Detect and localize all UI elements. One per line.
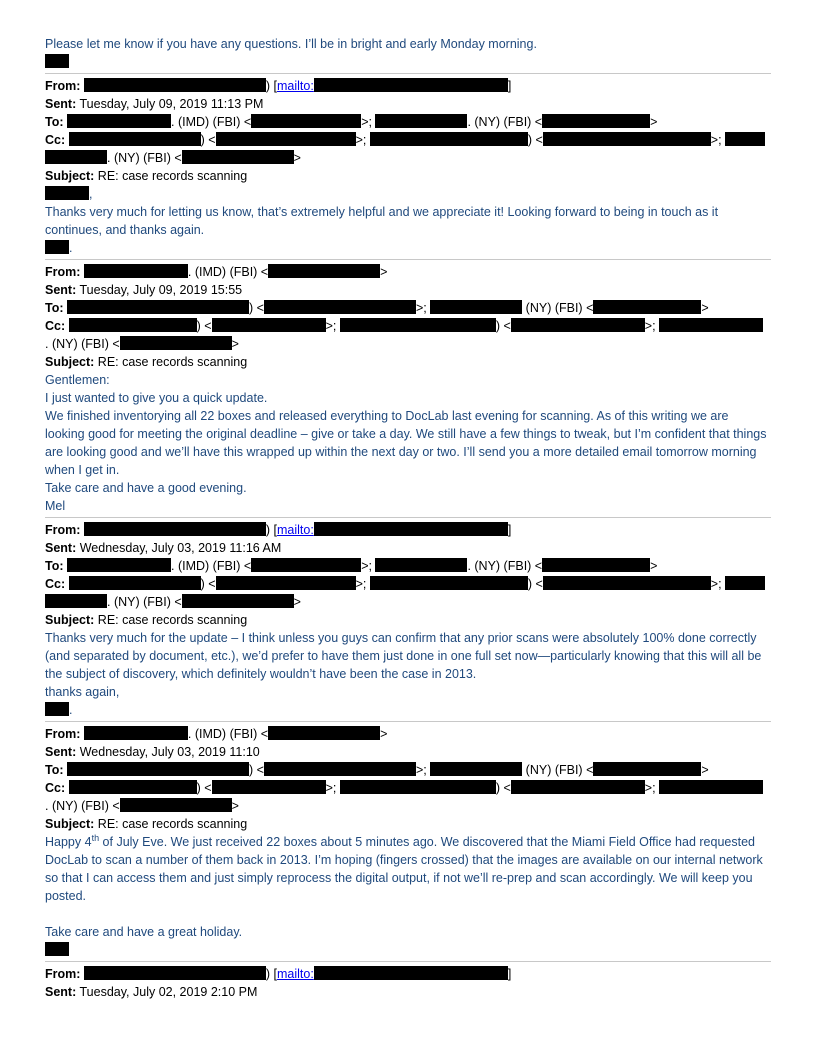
- redaction-block: [212, 318, 326, 332]
- header-text: ]: [507, 967, 512, 981]
- email-header: [45, 263, 771, 371]
- from-label: From:: [45, 523, 81, 537]
- to-label: To:: [45, 115, 64, 129]
- subject-label: Subject:: [45, 613, 95, 627]
- header-text: >;: [644, 781, 660, 795]
- redaction-block: [67, 300, 249, 314]
- greeting: ,: [45, 185, 771, 203]
- header-text: >;: [355, 577, 370, 591]
- signature: .: [45, 239, 771, 257]
- header-text: >;: [355, 133, 370, 147]
- paragraph: Take care and have a good evening.: [45, 481, 247, 495]
- sent-date: Tuesday, July 09, 2019 15:55: [79, 283, 243, 297]
- sent-label: Sent:: [45, 97, 77, 111]
- header-text: >;: [415, 763, 431, 777]
- signature: Mel: [45, 499, 66, 513]
- redaction-block: [212, 780, 326, 794]
- header-text: (NY) (FBI) <: [522, 301, 594, 315]
- header-text: >: [231, 337, 239, 351]
- message-body: [45, 371, 771, 515]
- email-header: [45, 77, 771, 185]
- header-text: ]: [507, 79, 512, 93]
- redaction-block: [182, 150, 294, 164]
- redaction-block: [659, 318, 763, 332]
- redaction-block: [69, 132, 201, 146]
- message-body: [45, 629, 771, 719]
- subject-text: RE: case records scanning: [97, 169, 248, 183]
- header-text: >;: [361, 559, 376, 573]
- redaction-block: [45, 186, 89, 200]
- redaction-block: [542, 558, 650, 572]
- redaction-block: [67, 558, 171, 572]
- redaction-block: [511, 318, 645, 332]
- header-text: . (IMD) (FBI) <: [187, 265, 269, 279]
- signature: .: [45, 701, 771, 719]
- from-label: From:: [45, 79, 81, 93]
- paragraph: Gentlemen:: [45, 373, 110, 387]
- redaction-block: [120, 336, 232, 350]
- redaction-block: [659, 780, 763, 794]
- redaction-block: [45, 150, 107, 164]
- divider: [45, 721, 771, 722]
- redaction-block: [84, 522, 266, 536]
- redaction-block: [511, 780, 645, 794]
- from-label: From:: [45, 727, 81, 741]
- header-text: ) <: [495, 781, 511, 795]
- redaction-block: [542, 114, 650, 128]
- paragraph: Happy 4th of July Eve. We just received 22 boxes about 5 minutes ago. We discovered that the Miami Field Office had requested DocLab to scan a number of them back in 2013. I’m hoping (fingers crossed) that the images are available on our internal network so that I can access them and just simply reprocess the digital output, if not we’ll re-prep and scan accordingly. We will keep you posted.: [45, 832, 763, 903]
- header-text: ]: [507, 523, 512, 537]
- header-text: ) <: [495, 319, 511, 333]
- header-text: ) [: [265, 79, 278, 93]
- sent-date: Wednesday, July 03, 2019 11:10: [79, 745, 260, 759]
- superscript: th: [91, 832, 100, 843]
- email-header: [45, 521, 771, 629]
- paragraph: Please let me know if you have any questions. I’ll be in bright and early Monday morning.: [45, 37, 537, 51]
- divider: [45, 259, 771, 260]
- redaction-block: [69, 576, 201, 590]
- message-body: [45, 833, 771, 959]
- cc-label: Cc:: [45, 577, 66, 591]
- header-text: >: [293, 151, 301, 165]
- paragraph: Take care and have a great holiday.: [45, 925, 243, 939]
- header-text: ) [: [265, 523, 278, 537]
- redaction-block: [251, 558, 361, 572]
- header-text: >: [650, 559, 658, 573]
- email-header: [45, 965, 771, 1001]
- redaction-block: [430, 762, 522, 776]
- mailto-link[interactable]: mailto:: [277, 79, 314, 93]
- redaction-block: [725, 132, 765, 146]
- signature: [45, 941, 771, 959]
- redaction-block: [340, 318, 496, 332]
- redaction-block: [182, 594, 294, 608]
- redaction-block: [67, 762, 249, 776]
- redaction-block: [120, 798, 232, 812]
- subject-text: RE: case records scanning: [97, 355, 248, 369]
- redaction-block: [216, 132, 356, 146]
- redaction-block: [45, 942, 69, 956]
- redaction-block: [314, 966, 508, 980]
- subject-label: Subject:: [45, 355, 95, 369]
- sent-date: Tuesday, July 09, 2019 11:13 PM: [79, 97, 264, 111]
- redaction-block: [340, 780, 496, 794]
- mailto-link[interactable]: mailto:: [277, 967, 314, 981]
- signature: [45, 53, 771, 71]
- header-text: >: [701, 301, 709, 315]
- subject-label: Subject:: [45, 169, 95, 183]
- header-text: . (IMD) (FBI) <: [171, 559, 252, 573]
- header-text: (NY) (FBI) <: [522, 763, 594, 777]
- header-text: . (NY) (FBI) <: [45, 799, 120, 813]
- header-text: . (IMD) (FBI) <: [171, 115, 252, 129]
- subject-text: RE: case records scanning: [97, 613, 248, 627]
- subject-text: RE: case records scanning: [97, 817, 248, 831]
- redaction-block: [69, 318, 197, 332]
- header-text: ) <: [249, 301, 264, 315]
- to-label: To:: [45, 763, 64, 777]
- sent-date: Tuesday, July 02, 2019 2:10 PM: [79, 985, 258, 999]
- cc-label: Cc:: [45, 781, 66, 795]
- header-text: >;: [710, 133, 726, 147]
- paragraph: We finished inventorying all 22 boxes and released everything to DocLab last evening for scanning. As of this writing we are looking good for meeting the original deadline – give or take a day. We still have a few things to tweak, but I’m confident that things are looking good and we’ll have this wrapped up within the next day or two. I’ll send you a more detailed email tomorrow morning when I get in.: [45, 409, 767, 477]
- redaction-block: [251, 114, 361, 128]
- header-text: >: [380, 265, 388, 279]
- header-text: . (NY) (FBI) <: [45, 337, 120, 351]
- sent-label: Sent:: [45, 283, 77, 297]
- message-body: [45, 185, 771, 257]
- paragraph: Thanks very much for letting us know, that’s extremely helpful and we appreciate it! Looking forward to being in touch as it continues, and thanks again.: [45, 205, 719, 237]
- header-text: >: [650, 115, 658, 129]
- redaction-block: [314, 78, 508, 92]
- divider: [45, 517, 771, 518]
- header-text: >;: [325, 781, 340, 795]
- redaction-block: [45, 240, 69, 254]
- from-label: From:: [45, 265, 81, 279]
- header-text: . (NY) (FBI) <: [467, 559, 543, 573]
- header-text: >;: [644, 319, 660, 333]
- email-header: [45, 725, 771, 833]
- header-text: . (NY) (FBI) <: [107, 595, 182, 609]
- redaction-block: [268, 264, 380, 278]
- header-text: . (NY) (FBI) <: [107, 151, 182, 165]
- redaction-block: [375, 114, 467, 128]
- header-text: >: [231, 799, 239, 813]
- redaction-block: [375, 558, 467, 572]
- redaction-block: [370, 576, 528, 590]
- header-text: >: [293, 595, 301, 609]
- divider: [45, 73, 771, 74]
- redaction-block: [543, 132, 711, 146]
- header-text: ) <: [200, 577, 216, 591]
- redaction-block: [45, 702, 69, 716]
- subject-label: Subject:: [45, 817, 95, 831]
- sent-label: Sent:: [45, 541, 77, 555]
- header-text: . (IMD) (FBI) <: [187, 727, 269, 741]
- redaction-block: [264, 300, 416, 314]
- redaction-block: [264, 762, 416, 776]
- paragraph: Thanks very much for the update – I think unless you guys can confirm that any prior scans were absolutely 100% done correctly (and separated by document, etc.), we’d prefer to have them just done in one full set now—particularly knowing that this will all be the subject of discovery, which definitely wouldn’t have been the case in 2013.: [45, 631, 762, 681]
- paragraph: I just wanted to give you a quick update.: [45, 391, 268, 405]
- paragraph: thanks again,: [45, 685, 120, 699]
- header-text: >;: [710, 577, 726, 591]
- sent-date: Wednesday, July 03, 2019 11:16 AM: [79, 541, 282, 555]
- redaction-block: [370, 132, 528, 146]
- redaction-block: [84, 966, 266, 980]
- redaction-block: [84, 726, 188, 740]
- spacer: [45, 905, 771, 923]
- sent-label: Sent:: [45, 745, 77, 759]
- header-text: ) <: [196, 781, 212, 795]
- mailto-link[interactable]: mailto:: [277, 523, 314, 537]
- header-text: >: [380, 727, 388, 741]
- header-text: ) <: [200, 133, 216, 147]
- redaction-block: [216, 576, 356, 590]
- redaction-block: [45, 54, 69, 68]
- redaction-block: [69, 780, 197, 794]
- header-text: >: [701, 763, 709, 777]
- redaction-block: [84, 264, 188, 278]
- redaction-block: [84, 78, 266, 92]
- header-text: ) <: [249, 763, 264, 777]
- redaction-block: [268, 726, 380, 740]
- divider: [45, 961, 771, 962]
- message-body: [45, 35, 771, 71]
- to-label: To:: [45, 559, 64, 573]
- redaction-block: [67, 114, 171, 128]
- header-text: ) <: [527, 577, 543, 591]
- redaction-block: [593, 762, 701, 776]
- redaction-block: [430, 300, 522, 314]
- redaction-block: [45, 594, 107, 608]
- header-text: >;: [415, 301, 431, 315]
- redaction-block: [725, 576, 765, 590]
- header-text: . (NY) (FBI) <: [467, 115, 543, 129]
- redaction-block: [543, 576, 711, 590]
- header-text: ) <: [527, 133, 543, 147]
- header-text: ) <: [196, 319, 212, 333]
- header-text: >;: [361, 115, 376, 129]
- header-text: >;: [325, 319, 340, 333]
- header-text: ) [: [265, 967, 278, 981]
- cc-label: Cc:: [45, 133, 66, 147]
- from-label: From:: [45, 967, 81, 981]
- redaction-block: [314, 522, 508, 536]
- redaction-block: [593, 300, 701, 314]
- cc-label: Cc:: [45, 319, 66, 333]
- to-label: To:: [45, 301, 64, 315]
- sent-label: Sent:: [45, 985, 77, 999]
